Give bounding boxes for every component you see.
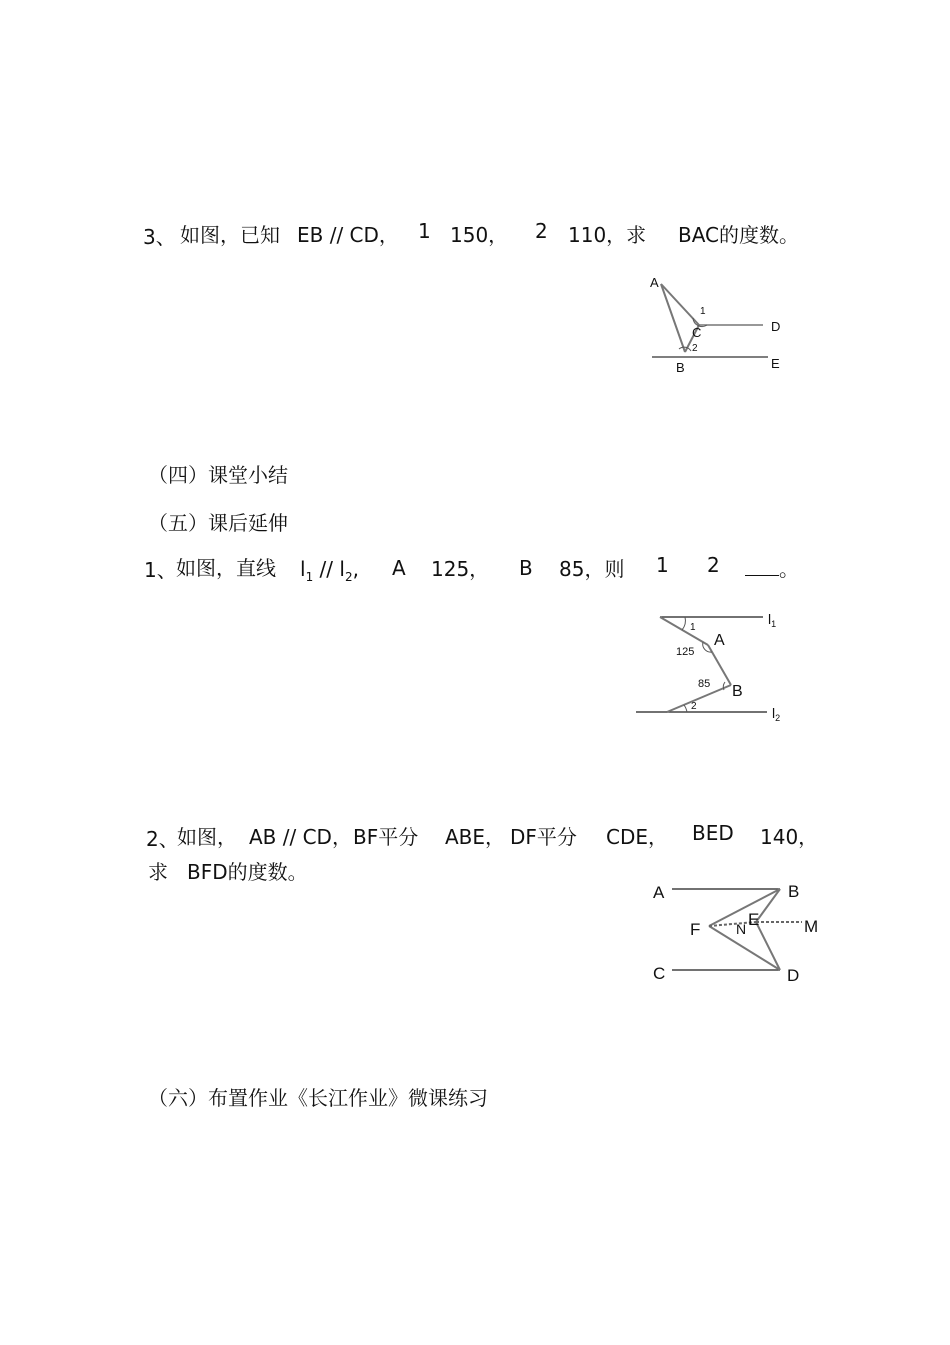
label-85: 85 [698,678,711,690]
label-M: M [804,917,819,936]
problem-number: 3、 [143,225,176,249]
angle-2-symbol: 2 [707,553,720,577]
label-D: D [771,319,781,334]
figure-1 [640,270,800,380]
angle-B-symbol: B [519,556,533,580]
bisector-bf: BF平分 [353,825,419,849]
angle-A-value: 125， [431,557,490,581]
angle-2-value: 110，求 [568,223,647,247]
angle-abe: ABE， [445,825,506,849]
angle-2-symbol: 2 [535,219,548,243]
label-angle-1: 1 [690,622,696,633]
label-l1: $l_1$ [768,611,777,629]
problem-number: 2、 [146,827,179,851]
label-F: F [690,920,701,939]
problem-intro: 如图， [177,825,237,849]
parallel-lines: $l_1 // l_2$, [300,557,359,584]
answer-blank: 。 [745,553,799,582]
label-E: E [771,356,780,371]
label-angle-2: 2 [691,701,697,712]
label-E: E [748,910,760,929]
figure-3 [645,875,835,990]
label-125: 125 [676,646,695,658]
angle-bed: BED [692,821,734,845]
section-extension: （五）课后延伸 [148,511,288,535]
label-C: C [692,325,702,340]
target-angle: BAC的度数。 [678,223,800,247]
angle-A-symbol: A [392,556,406,580]
label-N: N [736,921,747,937]
target-angle: BFD的度数。 [187,860,308,884]
angle-1-symbol: 1 [418,219,431,243]
section-homework: （六）布置作业《长江作业》微课练习 [148,1086,488,1110]
section-summary: （四）课堂小结 [148,463,288,487]
problem-intro: 如图，已知 [180,223,280,247]
problem-intro: 如图，直线 [176,556,276,580]
label-A: A [653,883,665,902]
label-A: A [650,275,659,290]
label-D: D [787,966,800,985]
ask: 求 [148,860,168,884]
label-B: B [788,882,800,901]
angle-cde: CDE， [606,825,669,849]
label-C: C [653,964,666,983]
label-angle-1: 1 [700,306,706,317]
bisector-df: DF平分 [510,825,577,849]
given-parallel: EB // CD， [297,223,399,247]
angle-1-value: 150， [450,223,509,247]
angle-bed-value: 140， [760,825,819,849]
label-B: B [676,360,685,375]
label-A: A [714,632,725,649]
label-l2: $l_2$ [772,705,781,723]
angle-1-symbol: 1 [656,553,669,577]
figure-2 [630,605,800,730]
angle-B-value: 85，则 [559,557,625,581]
problem-number: 1、 [144,558,177,582]
label-angle-2: 2 [692,343,698,354]
given-parallel: AB // CD， [249,825,352,849]
label-B: B [732,683,743,700]
